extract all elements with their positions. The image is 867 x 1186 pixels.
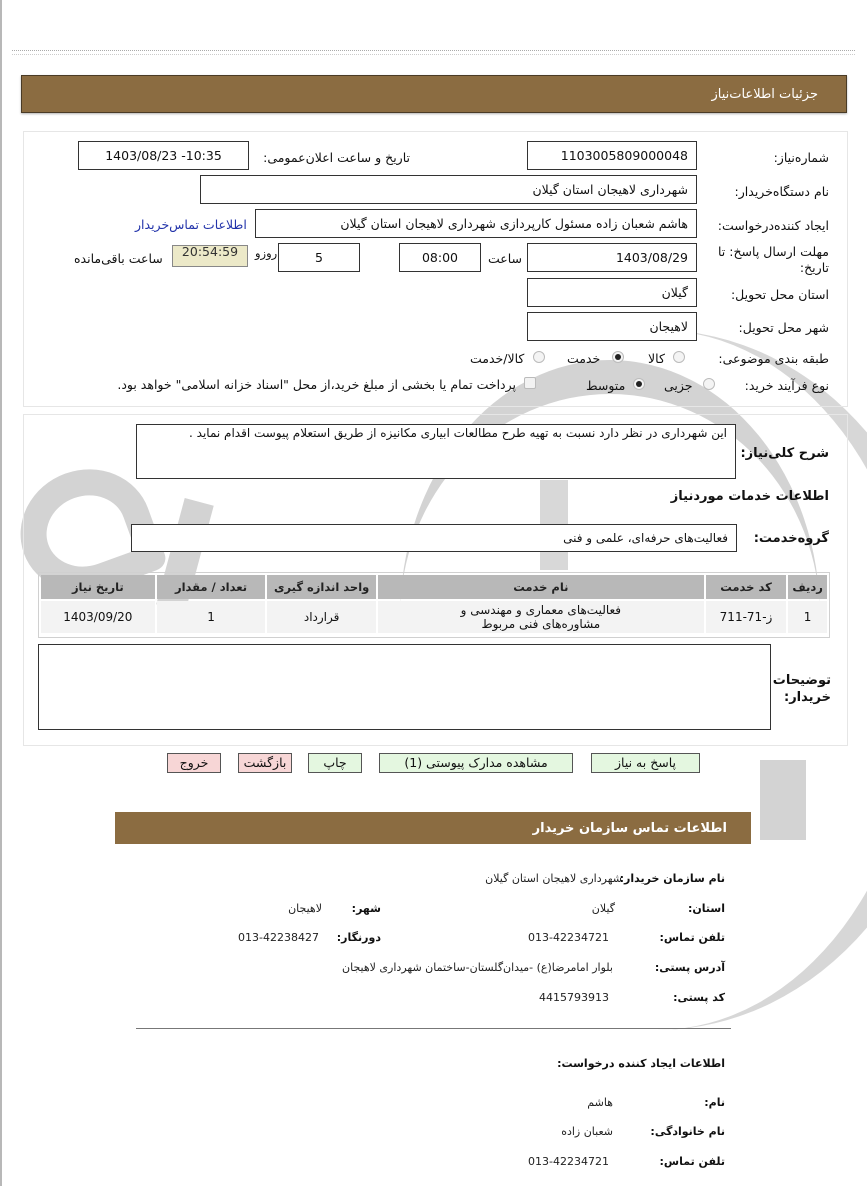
announce-date-field[interactable]: 1403/08/23 -10:35 <box>78 141 249 170</box>
back-button[interactable]: بازگشت <box>238 753 292 773</box>
delivery-city-field[interactable]: لاهیجان <box>527 312 697 341</box>
service-group-field[interactable]: فعالیت‌های حرفه‌ای، علمی و فنی <box>131 524 737 552</box>
need-number-field[interactable]: 1103005809000048 <box>527 141 697 170</box>
services-table-header <box>41 575 827 599</box>
category-label: طبقه بندی موضوعی: <box>718 351 829 366</box>
page-left-border <box>0 0 2 1186</box>
contact-fax-label: دورنگار: <box>336 931 381 944</box>
buyer-contact-title: اطلاعات تماس سازمان خریدار <box>532 820 727 836</box>
delivery-province-field[interactable]: گیلان <box>527 278 697 307</box>
service-group-label: گروه‌خدمت: <box>753 531 829 546</box>
services-section-title: اطلاعات خدمات موردنیاز <box>670 489 829 504</box>
process-option-medium: متوسط <box>586 378 626 393</box>
reply-to-need-button[interactable]: پاسخ به نیاز <box>591 753 700 773</box>
contact-fax-value: 013-42238427 <box>238 931 319 944</box>
col-need-date: تاریخ نیاز <box>41 575 155 599</box>
treasury-checkbox[interactable] <box>524 377 536 389</box>
buyer-notes-label: توضیحات خریدار: <box>772 673 831 705</box>
contact-address-value: بلوار امامرضا(ع) -میدان‌گلستان-ساختمان شهرداری لاهیجان <box>342 961 613 974</box>
category-option-service: خدمت <box>567 351 601 366</box>
cell-quantity: 1 <box>157 601 266 633</box>
cell-row-number: 1 <box>788 601 827 633</box>
buyer-org-field[interactable]: شهرداری لاهیجان استان گیلان <box>200 175 697 204</box>
contact-divider <box>136 1028 731 1029</box>
cell-service-name: فعالیت‌های معماری و مهندسی و مشاوره‌های فنی مربوط <box>378 601 704 633</box>
contact-city-value: لاهیجان <box>288 902 322 915</box>
col-quantity: تعداد / مقدار <box>157 575 266 599</box>
creator-field[interactable]: هاشم شعبان زاده مسئول کارپردازی شهرداری لاهیجان استان گیلان <box>255 209 697 238</box>
category-option-goods-service: کالا/خدمت <box>470 351 525 366</box>
description-field[interactable]: این شهرداری در نظر دارد نسبت به تهیه طرح مطالعات ابیاری مکانیزه از طریق استعلام پیوست اقدام نماید . <box>136 424 736 479</box>
services-table-frame <box>38 572 830 638</box>
col-service-code: کد خدمت <box>706 575 786 599</box>
category-option-goods: کالا <box>648 351 665 366</box>
col-unit: واحد اندازه گیری <box>267 575 376 599</box>
process-type-label: نوع فرآیند خرید: <box>744 378 829 393</box>
category-radio-goods-service[interactable] <box>533 351 545 363</box>
cell-unit: قرارداد <box>267 601 376 633</box>
col-service-name: نام خدمت <box>378 575 704 599</box>
category-radio-service[interactable] <box>612 351 624 363</box>
buyer-contact-link[interactable]: اطلاعات تماس‌خریدار <box>135 217 247 232</box>
description-label: شرح کلی‌نیاز: <box>740 446 829 461</box>
process-option-minor: جزیی <box>664 378 693 393</box>
cell-need-date: 1403/09/20 <box>41 601 155 633</box>
services-table <box>39 573 829 635</box>
announce-date-label: تاریخ و ساعت اعلان‌عمومی: <box>263 150 410 165</box>
need-number-label: شماره‌نیاز: <box>773 150 829 165</box>
creator-name-label: نام: <box>704 1096 725 1109</box>
exit-button[interactable]: خروج <box>167 753 221 773</box>
table-row <box>41 601 827 633</box>
col-row-number: ردیف <box>788 575 827 599</box>
page-title: جزئیات اطلاعات‌نیاز <box>711 86 818 102</box>
deadline-label: مهلت ارسال پاسخ: تا تاریخ: <box>718 244 829 275</box>
creator-phone-label: تلفن تماس: <box>659 1155 725 1168</box>
contact-city-label: شهر: <box>351 902 381 915</box>
contact-org-label: نام سازمان خریدار: <box>619 872 725 885</box>
creator-label: ایجاد کننده‌درخواست: <box>717 218 829 233</box>
contact-postal-value: 4415793913 <box>539 991 609 1004</box>
top-divider <box>12 50 855 55</box>
remaining-time-label: ساعت باقی‌مانده <box>74 251 163 266</box>
buyer-org-label: نام دستگاه‌خریدار: <box>734 184 829 199</box>
creator-name-value: هاشم <box>587 1096 613 1109</box>
delivery-city-label: شهر محل تحویل: <box>738 320 829 335</box>
creator-family-label: نام خانوادگی: <box>650 1125 725 1138</box>
days-remaining-field[interactable]: 5 <box>278 243 360 272</box>
contact-postal-label: کد پستی: <box>673 991 725 1004</box>
deadline-time-field[interactable]: 08:00 <box>399 243 481 272</box>
creator-phone-value: 013-42234721 <box>528 1155 609 1168</box>
remaining-time-counter: 20:54:59 <box>172 245 248 267</box>
cell-service-code: ز-71-711 <box>706 601 786 633</box>
treasury-checkbox-label: پرداخت تمام یا بخشی از مبلغ خرید،از محل "اسناد خزانه اسلامی" خواهد بود. <box>117 377 516 392</box>
print-button[interactable]: چاپ <box>308 753 362 773</box>
delivery-province-label: استان محل تحویل: <box>730 287 829 302</box>
contact-address-label: آدرس پستی: <box>654 961 725 974</box>
contact-province-label: استان: <box>688 902 725 915</box>
buyer-notes-field[interactable] <box>38 644 771 730</box>
deadline-date-field[interactable]: 1403/08/29 <box>527 243 697 272</box>
contact-phone-label: تلفن تماس: <box>659 931 725 944</box>
view-attachments-button[interactable]: مشاهده مدارک پیوستی (1) <box>379 753 573 773</box>
process-radio-minor[interactable] <box>703 378 715 390</box>
process-radio-medium[interactable] <box>633 378 645 390</box>
contact-phone-value: 013-42234721 <box>528 931 609 944</box>
creator-family-value: شعبان زاده <box>561 1125 613 1138</box>
creator-info-title: اطلاعات ایجاد کننده درخواست: <box>557 1057 725 1070</box>
category-radio-goods[interactable] <box>673 351 685 363</box>
deadline-time-label: ساعت <box>488 251 523 266</box>
days-label: روزو <box>255 246 278 260</box>
buyer-contact-header <box>115 812 751 844</box>
contact-province-value: گیلان <box>591 902 615 915</box>
contact-org-value: شهرداری لاهیجان استان گیلان <box>485 872 622 885</box>
page-header-bar <box>21 75 847 113</box>
